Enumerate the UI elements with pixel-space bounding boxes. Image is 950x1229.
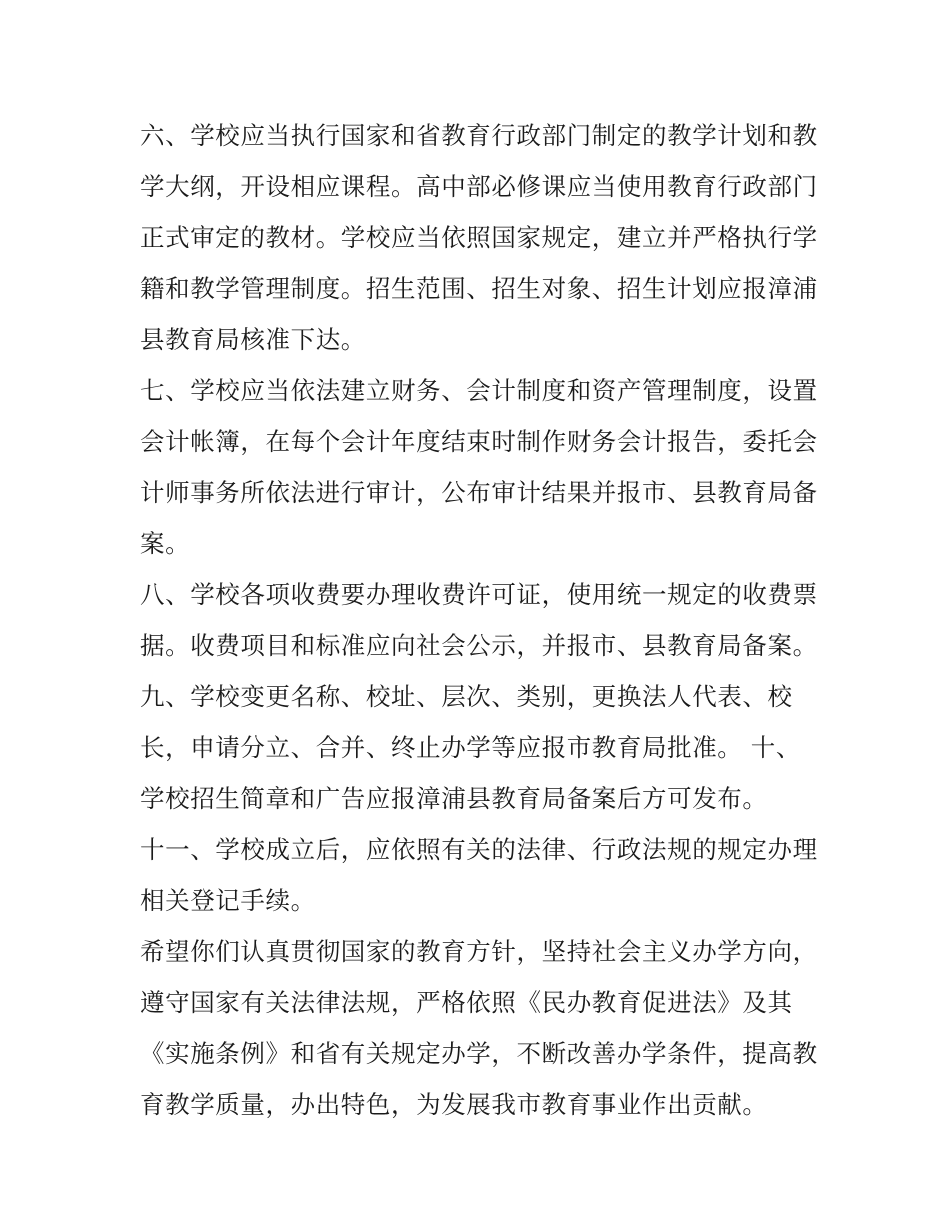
text-line: 相关登记手续。 <box>140 886 316 915</box>
text-line: 八、学校各项收费要办理收费许可证，使用统一规定的收费票 <box>140 580 818 609</box>
text-line: 计师事务所依法进行审计，公布审计结果并报市、县教育局备 <box>140 478 818 507</box>
text-line: 希望你们认真贯彻国家的教育方针，坚持社会主义办学方向， <box>140 937 818 966</box>
text-line: 十一、学校成立后，应依照有关的法律、行政法规的规定办理 <box>140 835 818 864</box>
text-line: 长，申请分立、合并、终止办学等应报市教育局批准。 十、 <box>140 733 801 762</box>
document-body <box>140 110 820 1130</box>
paragraph-clause-9-10 <box>140 671 820 824</box>
text-line: 县教育局核准下达。 <box>140 325 366 354</box>
text-line: 学大纲，开设相应课程。高中部必修课应当使用教育行政部门 <box>140 172 818 201</box>
paragraph-clause-7 <box>140 365 820 569</box>
paragraph-closing <box>140 926 820 1130</box>
text-line: 六、学校应当执行国家和省教育行政部门制定的教学计划和教 <box>140 121 818 150</box>
text-line: 籍和教学管理制度。招生范围、招生对象、招生计划应报漳浦 <box>140 274 818 303</box>
text-line: 遵守国家有关法律法规，严格依照《民办教育促进法》及其 <box>140 988 793 1017</box>
text-line: 七、学校应当依法建立财务、会计制度和资产管理制度，设置 <box>140 376 818 405</box>
text-line: 正式审定的教材。学校应当依照国家规定，建立并严格执行学 <box>140 223 818 252</box>
paragraph-clause-11 <box>140 824 820 926</box>
text-line: 育教学质量，办出特色，为发展我市教育事业作出贡献。 <box>140 1090 768 1119</box>
text-line: 《实施条例》和省有关规定办学，不断改善办学条件，提高教 <box>140 1039 818 1068</box>
paragraph-clause-8 <box>140 569 820 671</box>
text-line: 学校招生简章和广告应报漳浦县教育局备案后方可发布。 <box>140 784 768 813</box>
text-line: 据。收费项目和标准应向社会公示，并报市、县教育局备案。 <box>140 631 818 660</box>
text-line: 会计帐簿，在每个会计年度结束时制作财务会计报告，委托会 <box>140 427 818 456</box>
paragraph-clause-6 <box>140 110 820 365</box>
text-line: 案。 <box>140 529 191 558</box>
text-line: 九、学校变更名称、校址、层次、类别，更换法人代表、校 <box>140 682 793 711</box>
